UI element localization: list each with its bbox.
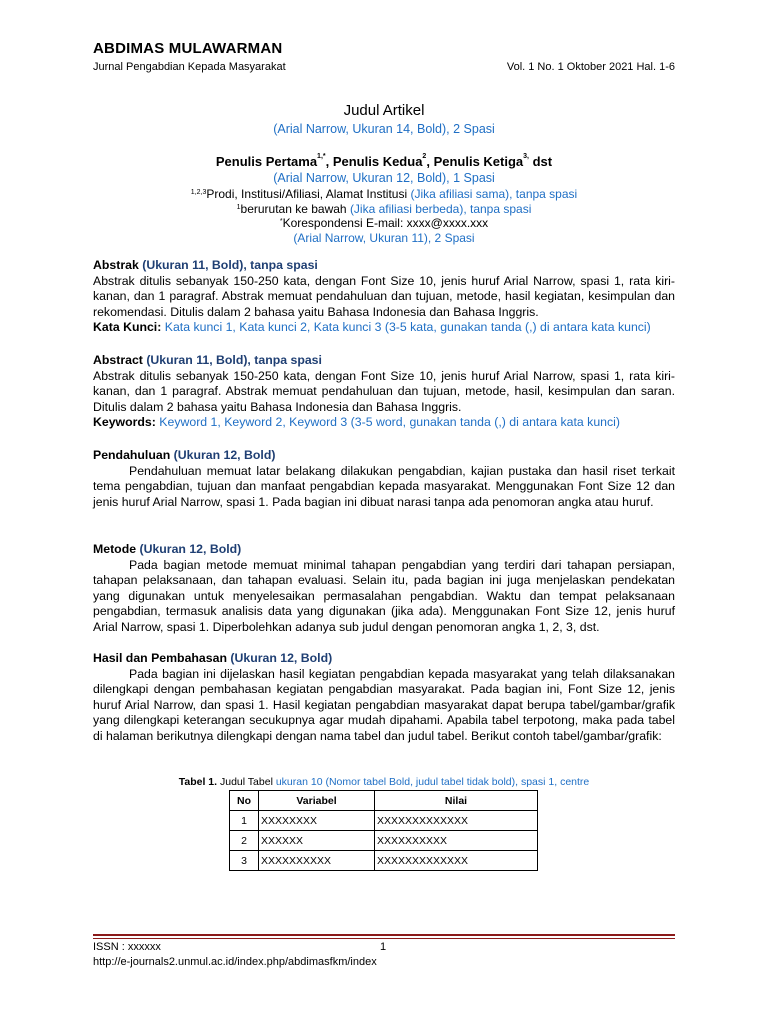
affiliation-2-note: (Jika afiliasi berbeda), tanpa spasi: [349, 202, 532, 216]
table-cell: XXXXXXXXXX: [259, 851, 375, 871]
affiliation-1-sup: 1,2,3: [190, 189, 207, 196]
pendahuluan-body: Pendahuluan memuat latar belakang dilakukan pengabdian, kajian pustaka dan hasil riset terkait tema pengabdian, tujuan dan manfaat pengabdian kepada masyarakat. Menggunakan Font Size 12 dan jenis huruf Arial Narrow, spasi 1. Pada bagian ini dibuat narasi tanpa ada penomoran angka atau huruf.: [93, 463, 675, 509]
abstract-section: [93, 353, 675, 431]
author-list: Penulis Pertama$^{1,*}$, Penulis Kedua$^2$, Penulis Ketiga$^{3,}$ dst: [215, 153, 553, 169]
keywords-line: [93, 415, 675, 431]
table-header-nilai: Nilai: [375, 791, 538, 811]
table-cell: XXXXXXXXXX: [375, 831, 538, 851]
footer-issn: ISSN : xxxxxx: [93, 941, 161, 953]
volume-info: Vol. 1 No. 1 Oktober 2021 Hal. 1-6: [506, 61, 675, 73]
table-cell: 1: [230, 811, 259, 831]
journal-name: ABDIMAS MULAWARMAN: [93, 40, 283, 57]
keywords-values: Keyword 1, Keyword 2, Keyword 3 (3-5 word, gunakan tanda (,) di antara kata kunci): [159, 415, 620, 430]
table-caption-title: Judul Tabel: [217, 776, 276, 788]
correspondence-email: Korespondensi E-mail: xxxx@xxxx.xxx: [282, 216, 489, 230]
abstrak-heading-text: Abstrak: [93, 258, 143, 272]
affiliation-2-sup: 1: [236, 204, 241, 211]
hasil-heading: [93, 651, 675, 667]
author-third-sup: 3,: [523, 153, 529, 160]
hasil-heading-text: Hasil dan Pembahasan: [93, 651, 231, 665]
table-cell: XXXXXXXX: [259, 811, 375, 831]
abstrak-section: [93, 258, 675, 336]
authors-format-note: (Arial Narrow, Ukuran 12, Bold), 1 Spasi: [273, 171, 495, 185]
author-third: Penulis Ketiga: [433, 154, 524, 169]
journal-subtitle: Jurnal Pengabdian Kepada Masyarakat: [93, 61, 286, 73]
table-caption-label: Tabel 1.: [178, 776, 218, 788]
affiliation-1-text: Prodi, Institusi/Afiliasi, Alamat Institusi: [206, 187, 411, 201]
affiliation-line-2: [93, 202, 675, 217]
pendahuluan-heading-note: (Ukuran 12, Bold): [173, 448, 276, 462]
table-caption-note: ukuran 10 (Nomor tabel Bold, judul tabel tidak bold), spasi 1, centre: [275, 776, 590, 788]
abstrak-heading-note: (Ukuran 11, Bold), tanpa spasi: [142, 258, 318, 272]
kata-kunci-label: Kata Kunci:: [93, 320, 165, 335]
table-cell: 3: [230, 851, 259, 871]
metode-heading-note: (Ukuran 12, Bold): [139, 542, 242, 556]
kata-kunci-line: [93, 320, 675, 336]
author-first: Penulis Pertama: [215, 154, 318, 169]
table-row: [230, 811, 538, 831]
correspondence-sup: *: [279, 218, 283, 225]
kata-kunci-values: Kata kunci 1, Kata kunci 2, Kata kunci 3 (3-5 kata, gunakan tanda (,) di antara kata kunci): [164, 320, 651, 335]
author-suffix: dst: [528, 154, 553, 169]
metode-section: [93, 542, 675, 636]
affiliation-line-1: [93, 187, 675, 202]
affiliation-format-note: (Arial Narrow, Ukuran 11), 2 Spasi: [293, 231, 475, 245]
hasil-section: [93, 651, 675, 745]
author-second-sup: 2: [422, 153, 427, 160]
correspondence-line: [93, 216, 675, 231]
hasil-heading-note: (Ukuran 12, Bold): [230, 651, 333, 665]
table-header-row: [230, 791, 538, 811]
abstract-heading-text: Abstract: [93, 353, 147, 367]
keywords-label: Keywords:: [93, 415, 160, 430]
table-row: [230, 831, 538, 851]
abstrak-heading: [93, 258, 675, 274]
table-cell: XXXXXX: [259, 831, 375, 851]
sample-table: [229, 790, 538, 871]
footer-url[interactable]: http://e-journals2.unmul.ac.id/index.php/abdimasfkm/index: [93, 956, 377, 968]
title-format-note: (Arial Narrow, Ukuran 14, Bold), 2 Spasi: [273, 122, 495, 136]
abstrak-body: Abstrak ditulis sebanyak 150-250 kata, dengan Font Size 10, jenis huruf Arial Narrow, spasi 1, rata kiri-kanan, dan 1 paragraf. Abstrak memuat pendahuluan dan tujuan, metode, hasil kegiatan, kesimpulan dan rekomendasi. Ditulis dalam 2 bahasa yaitu Bahasa Indonesia dan Bahasa Inggris.: [93, 273, 675, 319]
footer-divider: [93, 934, 675, 936]
table-cell: 2: [230, 831, 259, 851]
metode-heading-text: Metode: [93, 542, 140, 556]
article-title: Judul Artikel: [343, 102, 425, 119]
abstract-body: Abstrak ditulis sebanyak 150-250 kata, dengan Font Size 10, jenis huruf Arial Narrow, spasi 1, rata kiri-kanan, dan 1 paragraf. Abstrak memuat pendahuluan dan tujuan, metode, hasil, kesimpulan dan saran. Ditulis dalam 2 bahasa yaitu Bahasa Indonesia dan Bahasa Inggris.: [93, 368, 675, 414]
pendahuluan-heading: [93, 448, 675, 464]
affiliation-1-note: (Jika afiliasi sama), tanpa spasi: [410, 187, 578, 201]
metode-heading: [93, 542, 675, 558]
footer-divider-thin: [93, 938, 675, 939]
table-caption: [93, 776, 675, 788]
pendahuluan-heading-text: Pendahuluan: [93, 448, 174, 462]
table-cell: XXXXXXXXXXXXX: [375, 811, 538, 831]
hasil-body: Pada bagian ini dijelaskan hasil kegiatan pengabdian kepada masyarakat yang telah dilaksanakan dilengkapi dengan pembahasan kegiatan pengabdian masyarakat. Pada bagian ini, Font Size 12, jenis huruf Arial Narrow, dan spasi 1. Hasil kegiatan pengabdian masyarakat dapat berupa tabel/gambar/grafik yang dilengkapi keterangan secukupnya agar mudah dipahami. Apabila tabel terpotong, maka pada tabel di halaman berikutnya dilengkapi dengan nama tabel dan judul tabel. Berikut contoh tabel/gambar/grafik:: [93, 666, 675, 743]
author-second: Penulis Kedua: [332, 154, 423, 169]
table-header-variabel: Variabel: [259, 791, 375, 811]
affiliation-2-text: berurutan ke bawah: [240, 202, 350, 216]
author-first-sup: 1,*: [317, 153, 326, 160]
abstract-heading: [93, 353, 675, 369]
table-row: [230, 851, 538, 871]
table-header-no: No: [230, 791, 259, 811]
table-cell: XXXXXXXXXXXXX: [375, 851, 538, 871]
metode-body: Pada bagian metode memuat minimal tahapan pengabdian yang terdiri dari tahapan persiapan, tahapan pelaksanaan, dan tahapan evaluasi. Selain itu, pada bagian ini juga menjelaskan pendekatan yang digunakan untuk menyelesaikan permasalahan pengabdian. Waktu dan tempat pelaksanaan pengabdian, termasuk analisis data yang digunakan (jika ada). Menggunakan Font Size 12, jenis huruf Arial Narrow, spasi 1. Diperbolehkan adanya sub judul dengan penomoran angka 1, 2, 3, dst.: [93, 557, 675, 634]
pendahuluan-section: [93, 448, 675, 510]
abstract-heading-note: (Ukuran 11, Bold), tanpa spasi: [146, 353, 322, 367]
footer-page-number: 1: [380, 941, 387, 953]
